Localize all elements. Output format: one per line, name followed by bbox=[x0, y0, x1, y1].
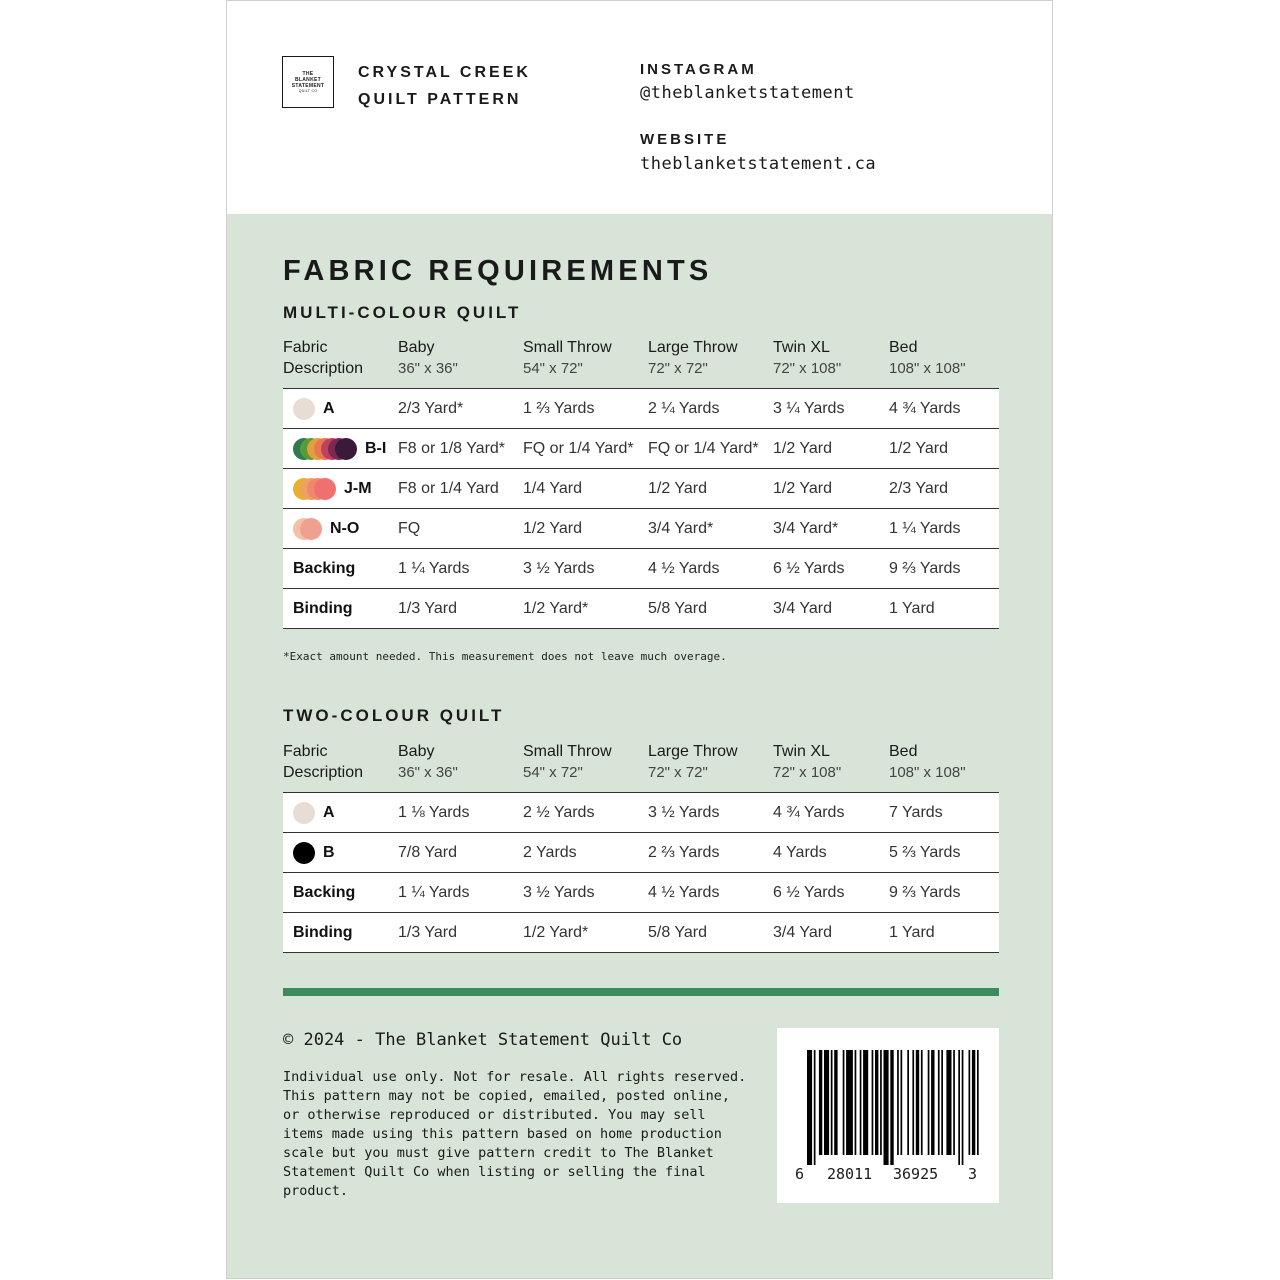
yardage-cell: 3/4 Yard bbox=[773, 589, 889, 629]
column-name: Baby bbox=[398, 743, 435, 760]
pattern-name-line-2: QUILT PATTERN bbox=[358, 91, 522, 108]
column-name: Bed bbox=[889, 743, 918, 760]
column-dimension: 72" x 108" bbox=[773, 360, 842, 377]
barcode-bar bbox=[916, 1050, 919, 1155]
barcode-bar bbox=[860, 1050, 862, 1155]
brand-logo bbox=[282, 56, 334, 108]
table-row bbox=[283, 913, 999, 953]
column-dimension: 72" x 108" bbox=[773, 764, 842, 781]
logo-line: THE bbox=[302, 70, 314, 77]
column-dimension: 54" x 72" bbox=[523, 764, 583, 781]
barcode-bar bbox=[946, 1050, 951, 1155]
barcode-bar bbox=[901, 1050, 903, 1155]
yardage-cell: FQ bbox=[398, 509, 523, 549]
barcode-bar bbox=[872, 1050, 874, 1155]
yardage-cell: 1/2 Yard bbox=[889, 429, 999, 469]
barcode-bar bbox=[824, 1050, 829, 1155]
fabric-cell bbox=[283, 389, 398, 429]
yardage-cell: 5/8 Yard bbox=[648, 589, 773, 629]
pattern-name bbox=[358, 59, 568, 113]
fabric-label: Backing bbox=[293, 883, 356, 901]
fabric-swatches bbox=[293, 398, 315, 420]
yardage-cell: 1/2 Yard bbox=[523, 509, 648, 549]
barcode-bar bbox=[912, 1050, 914, 1155]
yardage-cell: 3 ¼ Yards bbox=[773, 389, 889, 429]
header bbox=[227, 1, 1052, 214]
yardage-cell: 1/4 Yard bbox=[523, 469, 648, 509]
fabric-cell bbox=[283, 793, 398, 833]
column-header bbox=[398, 741, 523, 793]
fabric-label: N-O bbox=[330, 519, 360, 537]
fabric-swatches bbox=[293, 802, 315, 824]
fabric-label: A bbox=[323, 399, 335, 417]
yardage-cell: FQ or 1/4 Yard* bbox=[523, 429, 648, 469]
barcode-bar bbox=[958, 1050, 960, 1165]
fabric-cell bbox=[283, 873, 398, 913]
yardage-cell: 1/2 Yard bbox=[773, 469, 889, 509]
column-name: Fabric bbox=[283, 743, 328, 760]
column-header bbox=[283, 741, 398, 793]
table-row bbox=[283, 549, 999, 589]
logo-line: QUILT CO bbox=[298, 88, 318, 93]
column-dimension: 54" x 72" bbox=[523, 360, 583, 377]
multi-colour-table bbox=[283, 337, 999, 629]
fabric-swatches bbox=[293, 518, 322, 540]
yardage-cell: 5 ⅔ Yards bbox=[889, 833, 999, 873]
yardage-cell: 4 ½ Yards bbox=[648, 549, 773, 589]
column-header bbox=[648, 337, 773, 389]
swatch-dot bbox=[314, 478, 336, 500]
table-header-row bbox=[283, 337, 999, 389]
barcode-bar bbox=[977, 1050, 979, 1155]
column-name: Bed bbox=[889, 339, 918, 356]
yardage-cell: 4 ¾ Yards bbox=[773, 793, 889, 833]
yardage-cell: 1/2 Yard bbox=[773, 429, 889, 469]
pattern-back-cover bbox=[226, 0, 1053, 1279]
yardage-cell: 1/2 Yard bbox=[648, 469, 773, 509]
yardage-cell: 7 Yards bbox=[889, 793, 999, 833]
yardage-cell: 2 ½ Yards bbox=[523, 793, 648, 833]
barcode-bar bbox=[890, 1050, 893, 1165]
barcode-bar bbox=[931, 1050, 934, 1155]
fabric-swatches bbox=[293, 842, 315, 864]
yardage-cell: 9 ⅔ Yards bbox=[889, 873, 999, 913]
yardage-cell: 1/2 Yard* bbox=[523, 589, 648, 629]
column-dimension: 36" x 36" bbox=[398, 764, 458, 781]
yardage-cell: 1 ¼ Yards bbox=[398, 873, 523, 913]
yardage-cell: 1 Yard bbox=[889, 913, 999, 953]
barcode-bar bbox=[843, 1050, 845, 1155]
column-dimension: 108" x 108" bbox=[889, 360, 966, 377]
column-dimension: 72" x 72" bbox=[648, 360, 708, 377]
barcode-bar bbox=[884, 1050, 889, 1165]
table-row bbox=[283, 429, 999, 469]
barcode-digit-first: 6 bbox=[795, 1165, 805, 1183]
barcode-bar bbox=[875, 1050, 878, 1155]
fabric-label: B bbox=[323, 843, 335, 861]
column-header bbox=[523, 337, 648, 389]
swatch-dot bbox=[293, 398, 315, 420]
fabric-label: Binding bbox=[293, 923, 353, 941]
yardage-cell: 3 ½ Yards bbox=[648, 793, 773, 833]
barcode-bar bbox=[863, 1050, 868, 1155]
column-dimension: Description bbox=[283, 764, 364, 781]
pattern-name-line-1: CRYSTAL CREEK bbox=[358, 64, 531, 81]
yardage-cell: 6 ½ Yards bbox=[773, 549, 889, 589]
yardage-cell: 2 Yards bbox=[523, 833, 648, 873]
yardage-cell: 2/3 Yard bbox=[889, 469, 999, 509]
table-row bbox=[283, 389, 999, 429]
website-label: WEBSITE bbox=[640, 131, 730, 148]
table-row bbox=[283, 833, 999, 873]
column-header bbox=[648, 741, 773, 793]
barcode-digits-right: 36925 bbox=[893, 1165, 939, 1183]
fabric-cell bbox=[283, 913, 398, 953]
barcode-bar bbox=[819, 1050, 822, 1155]
table-row bbox=[283, 793, 999, 833]
two-colour-table bbox=[283, 741, 999, 953]
multi-colour-title: MULTI-COLOUR QUILT bbox=[283, 303, 522, 322]
barcode-bar bbox=[855, 1050, 857, 1155]
yardage-cell: 5/8 Yard bbox=[648, 913, 773, 953]
barcode-bar bbox=[897, 1050, 899, 1155]
column-name: Twin XL bbox=[773, 743, 830, 760]
fabric-label: J-M bbox=[344, 479, 372, 497]
barcode-bar bbox=[928, 1050, 930, 1155]
barcode-bar bbox=[941, 1050, 943, 1155]
yardage-cell: 1/3 Yard bbox=[398, 589, 523, 629]
column-name: Large Throw bbox=[648, 743, 738, 760]
column-header bbox=[889, 337, 999, 389]
swatch-dot bbox=[335, 438, 357, 460]
column-name: Small Throw bbox=[523, 743, 612, 760]
page-title: FABRIC REQUIREMENTS bbox=[283, 255, 713, 287]
yardage-cell: FQ or 1/4 Yard* bbox=[648, 429, 773, 469]
yardage-cell: F8 or 1/8 Yard* bbox=[398, 429, 523, 469]
table-row bbox=[283, 509, 999, 549]
barcode-bars bbox=[795, 1050, 981, 1165]
column-header bbox=[523, 741, 648, 793]
yardage-cell: 1 ⅛ Yards bbox=[398, 793, 523, 833]
barcode-bar bbox=[831, 1050, 833, 1155]
fabric-label: A bbox=[323, 803, 335, 821]
legal-notice: Individual use only. Not for resale. All rights reserved. This pattern may not be copied, emailed, posted online, or otherwise reproduced or distributed. You may sell items made using this pattern based on home production scale but you must give pattern credit to The Blanket Statement Quilt Co when listing or selling the final product. bbox=[283, 1069, 747, 1199]
fabric-swatches bbox=[293, 478, 336, 500]
barcode-bar bbox=[972, 1050, 975, 1155]
logo-line: STATEMENT bbox=[291, 82, 325, 89]
barcode-bar bbox=[814, 1050, 816, 1165]
column-dimension: 72" x 72" bbox=[648, 764, 708, 781]
column-header bbox=[398, 337, 523, 389]
fabric-label: B-I bbox=[365, 439, 387, 457]
yardage-cell: F8 or 1/4 Yard bbox=[398, 469, 523, 509]
yardage-cell: 1 Yard bbox=[889, 589, 999, 629]
yardage-cell: 1 ⅔ Yards bbox=[523, 389, 648, 429]
fabric-cell bbox=[283, 589, 398, 629]
fabric-cell bbox=[283, 509, 398, 549]
yardage-cell: 6 ½ Yards bbox=[773, 873, 889, 913]
barcode-digits-left: 28011 bbox=[827, 1165, 873, 1183]
yardage-cell: 3/4 Yard bbox=[773, 913, 889, 953]
column-dimension: 108" x 108" bbox=[889, 764, 966, 781]
table-header-row bbox=[283, 741, 999, 793]
fabric-cell bbox=[283, 429, 398, 469]
column-name: Large Throw bbox=[648, 339, 738, 356]
yardage-cell: 1/3 Yard bbox=[398, 913, 523, 953]
barcode-bar bbox=[953, 1050, 955, 1155]
fabric-label: Backing bbox=[293, 559, 356, 577]
fabric-cell bbox=[283, 549, 398, 589]
yardage-cell: 2 ¼ Yards bbox=[648, 389, 773, 429]
barcode bbox=[777, 1028, 999, 1203]
exact-amount-note: *Exact amount needed. This measurement does not leave much overage. bbox=[283, 650, 727, 663]
yardage-cell: 2 ⅔ Yards bbox=[648, 833, 773, 873]
yardage-cell: 3/4 Yard* bbox=[648, 509, 773, 549]
barcode-bar bbox=[969, 1050, 971, 1155]
yardage-cell: 2/3 Yard* bbox=[398, 389, 523, 429]
yardage-cell: 4 ¾ Yards bbox=[889, 389, 999, 429]
barcode-bar bbox=[921, 1050, 923, 1155]
yardage-cell: 3 ½ Yards bbox=[523, 873, 648, 913]
column-header bbox=[283, 337, 398, 389]
instagram-handle: @theblanketstatement bbox=[640, 83, 855, 103]
instagram-label: INSTAGRAM bbox=[640, 61, 757, 78]
barcode-digit-last: 3 bbox=[968, 1165, 978, 1183]
yardage-cell: 1 ¼ Yards bbox=[889, 509, 999, 549]
fabric-cell bbox=[283, 833, 398, 873]
yardage-cell: 3/4 Yard* bbox=[773, 509, 889, 549]
barcode-bar bbox=[962, 1050, 964, 1165]
column-name: Twin XL bbox=[773, 339, 830, 356]
column-name: Fabric bbox=[283, 339, 328, 356]
fabric-cell bbox=[283, 469, 398, 509]
barcode-bar bbox=[938, 1050, 940, 1155]
table-row bbox=[283, 589, 999, 629]
fabric-swatches bbox=[293, 438, 357, 460]
yardage-cell: 4 ½ Yards bbox=[648, 873, 773, 913]
column-header bbox=[773, 337, 889, 389]
column-header bbox=[889, 741, 999, 793]
yardage-cell: 9 ⅔ Yards bbox=[889, 549, 999, 589]
table-row bbox=[283, 873, 999, 913]
yardage-cell: 4 Yards bbox=[773, 833, 889, 873]
barcode-bar bbox=[807, 1050, 812, 1165]
yardage-cell: 3 ½ Yards bbox=[523, 549, 648, 589]
barcode-bar bbox=[834, 1050, 837, 1155]
column-name: Small Throw bbox=[523, 339, 612, 356]
yardage-cell: 1 ¼ Yards bbox=[398, 549, 523, 589]
column-header bbox=[773, 741, 889, 793]
barcode-bar bbox=[907, 1050, 909, 1155]
swatch-dot bbox=[293, 802, 315, 824]
swatch-dot bbox=[293, 842, 315, 864]
website-url: theblanketstatement.ca bbox=[640, 154, 877, 174]
barcode-bar bbox=[846, 1050, 853, 1155]
logo-line: BLANKET bbox=[295, 76, 321, 83]
accent-divider bbox=[283, 988, 999, 996]
swatch-dot bbox=[300, 518, 322, 540]
table-row bbox=[283, 469, 999, 509]
fabric-label: Binding bbox=[293, 599, 353, 617]
yardage-cell: 7/8 Yard bbox=[398, 833, 523, 873]
two-colour-title: TWO-COLOUR QUILT bbox=[283, 706, 505, 725]
column-dimension: 36" x 36" bbox=[398, 360, 458, 377]
yardage-cell: 1/2 Yard* bbox=[523, 913, 648, 953]
barcode-bar bbox=[880, 1050, 882, 1155]
column-name: Baby bbox=[398, 339, 435, 356]
copyright: © 2024 - The Blanket Statement Quilt Co bbox=[283, 1030, 683, 1050]
column-dimension: Description bbox=[283, 360, 364, 377]
